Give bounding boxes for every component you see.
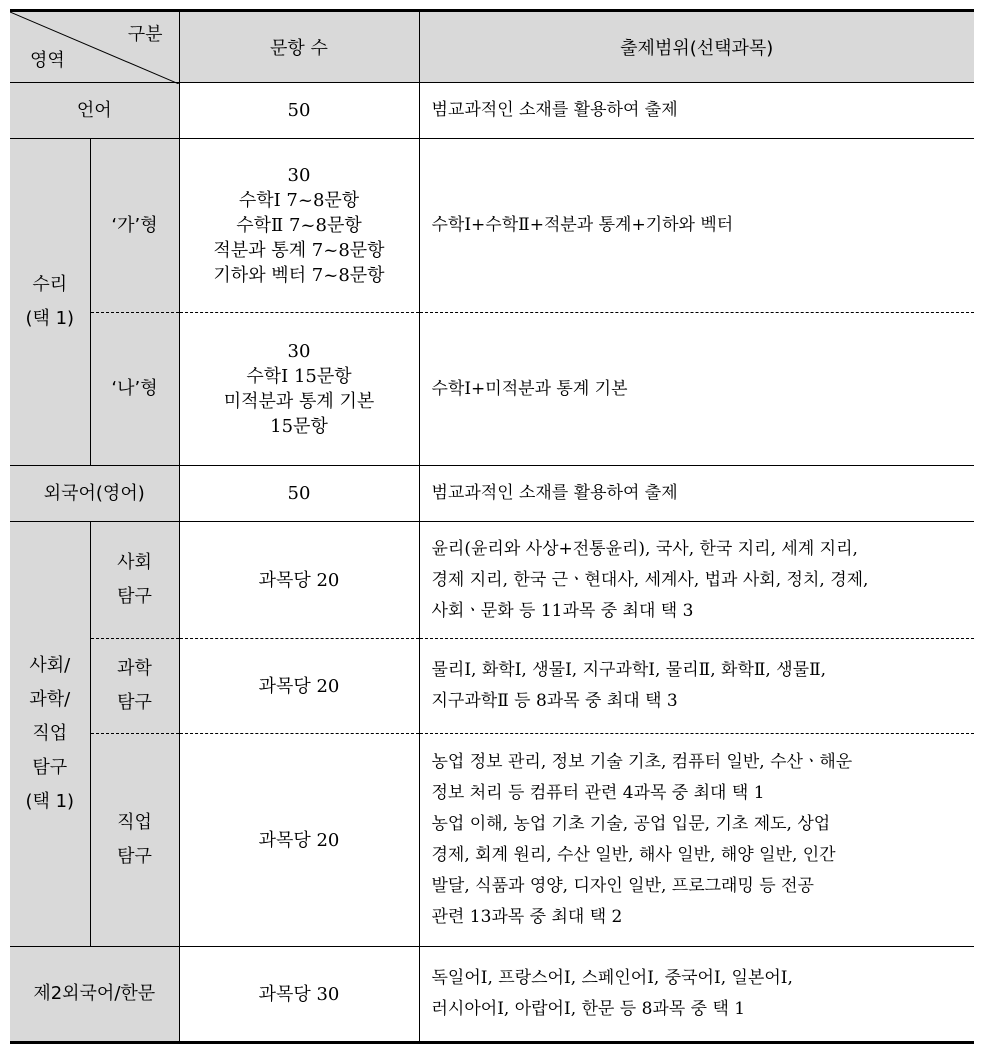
range-line: 관련 13과목 중 최대 택 2 [431,907,623,927]
row-science [10,639,974,734]
items-line: 15문항 [270,416,328,437]
type-ga-label: ‘가’형 [90,139,179,313]
items-math-na [179,313,419,466]
area-inquiry-line: 직업 [32,723,68,744]
area-math-line1: 수리 [32,274,68,295]
items-line: 30 [287,165,311,186]
row-vocational [10,734,974,947]
items-second-language: 과목당 30 [179,947,419,1043]
range-line: 농업 이해, 농업 기초 기술, 공업 입문, 기초 제도, 상업 [431,814,831,834]
range-language: 범교과적인 소재를 활용하여 출제 [419,83,974,139]
area-math-line2: (택 1) [25,308,75,329]
row-math-na [10,313,974,466]
range-line: 러시아어Ⅰ, 아랍어Ⅰ, 한문 등 8과목 중 택 1 [431,999,746,1019]
row-foreign [10,466,974,522]
corner-label-area: 영역 [30,50,65,71]
items-line: 수학Ⅰ 7~8문항 [238,190,360,211]
range-math-ga: 수학Ⅰ+수학Ⅱ+적분과 통계+기하와 벡터 [419,139,974,313]
items-line: 30 [287,341,311,362]
items-line: 수학Ⅱ 7~8문항 [236,215,362,236]
range-line: 정보 처리 등 컴퓨터 관련 4과목 중 최대 택 1 [431,783,765,803]
range-vocational [419,734,974,947]
items-foreign: 50 [179,466,419,522]
items-line: 적분과 통계 7~8문항 [213,240,385,261]
items-math-ga [179,139,419,313]
area-inquiry-line: 사회/ [29,655,71,676]
science-label [90,639,179,734]
type-na-label: ‘나’형 [90,313,179,466]
items-science: 과목당 20 [179,639,419,734]
range-line: 발달, 식품과 영양, 디자인 일반, 프로그래밍 등 전공 [431,876,814,896]
row-second-language [10,947,974,1043]
items-line: 수학Ⅰ 15문항 [246,366,352,387]
area-language: 언어 [10,83,179,139]
range-social [419,522,974,639]
range-line: 농업 정보 관리, 정보 기술 기초, 컴퓨터 일반, 수산ㆍ해운 [431,752,853,772]
range-line: 경제 지리, 한국 근ㆍ현대사, 세계사, 법과 사회, 정치, 경제, [431,569,869,590]
range-line: 사회ㆍ문화 등 11과목 중 최대 택 3 [431,600,694,621]
science-label-line: 과학 [117,658,152,679]
area-second-language: 제2외국어/한문 [10,947,179,1043]
area-inquiry-line: (택 1) [25,791,75,812]
items-line: 미적분과 통계 기본 [223,391,375,412]
social-label-line: 사회 [117,552,152,573]
range-second-language [419,947,974,1043]
corner-label-category: 구분 [127,24,163,45]
header-corner-cell [10,11,179,83]
range-line: 물리I, 화학I, 생물I, 지구과학I, 물리Ⅱ, 화학Ⅱ, 생물Ⅱ, [431,660,827,680]
vocational-label [90,734,179,947]
area-math [10,139,90,466]
range-math-na: 수학Ⅰ+미적분과 통계 기본 [419,313,974,466]
vocational-label-line: 직업 [117,812,152,833]
range-line: 경제, 회계 원리, 수산 일반, 해사 일반, 해양 일반, 인간 [431,845,836,865]
social-label [90,522,179,639]
area-inquiry [10,522,90,947]
vocational-label-line: 탐구 [117,846,152,867]
area-foreign: 외국어(영어) [10,466,179,522]
range-line: 지구과학Ⅱ 등 8과목 중 최대 택 3 [431,691,678,711]
range-line: 독일어Ⅰ, 프랑스어Ⅰ, 스페인어Ⅰ, 중국어Ⅰ, 일본어Ⅰ, [431,968,793,988]
area-inquiry-line: 과학/ [29,689,71,710]
row-math-ga [10,139,974,313]
science-label-line: 탐구 [117,692,152,713]
exam-scope-table [10,9,974,1044]
items-line: 기하와 벡터 7~8문항 [213,265,385,286]
header-range: 출제범위(선택과목) [419,11,974,83]
range-line: 윤리(윤리와 사상+전통윤리), 국사, 한국 지리, 세계 지리, [431,538,858,559]
items-vocational: 과목당 20 [179,734,419,947]
items-language: 50 [179,83,419,139]
header-items: 문항 수 [179,11,419,83]
header-row [10,11,974,83]
row-social [10,522,974,639]
range-foreign: 범교과적인 소재를 활용하여 출제 [419,466,974,522]
social-label-line: 탐구 [117,586,152,607]
items-social: 과목당 20 [179,522,419,639]
range-science [419,639,974,734]
area-inquiry-line: 탐구 [32,757,68,778]
row-language [10,83,974,139]
